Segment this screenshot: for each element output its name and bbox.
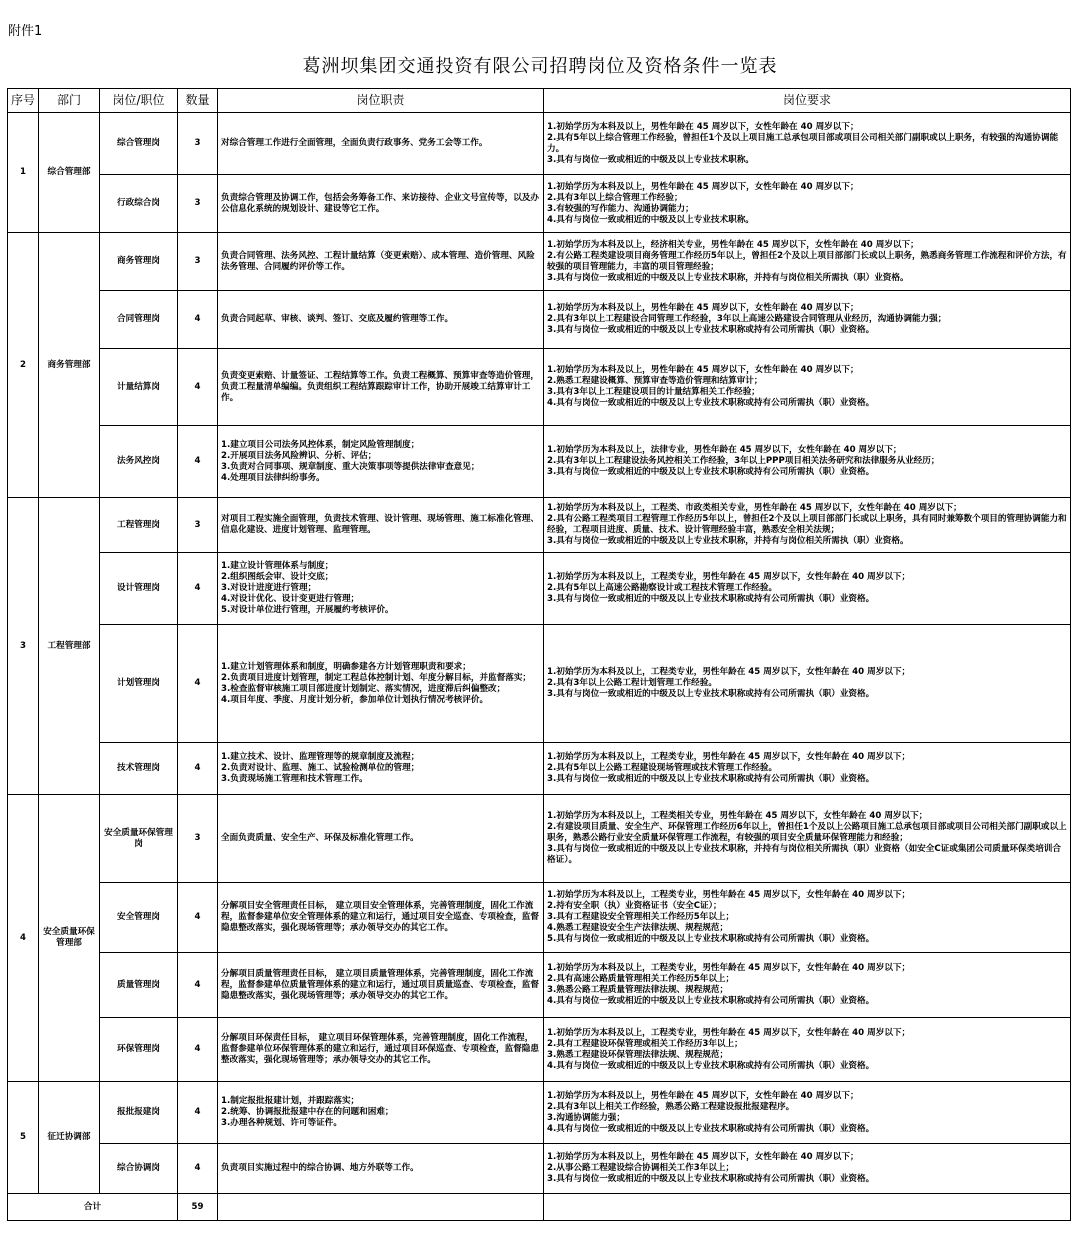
table-row [8,291,1071,349]
requirement-line: 2.具有5年以上公路工程建设现场管理或技术管理工作经验。 [547,763,778,773]
table-row [8,233,1071,291]
position-requirements [544,175,1071,233]
total-row [8,1194,1071,1221]
dept-number: 4 [8,795,39,1082]
position-requirements [544,1144,1071,1194]
requirement-line: 3.熟悉公路工程质量管理法律法规、规程规范； [547,985,729,995]
requirement-line: 1.初始学历为本科及以上，经济相关专业，男性年龄在 45 周岁以下，女性年龄在 40 周岁以下； [547,239,919,250]
requirement-line: 4.具有与岗位一致或相近的中级及以上专业技术职称或持有公司所需执（职）业资格。 [547,1123,875,1134]
requirement-line: 2.具有3年以上综合管理工作经验； [547,192,683,203]
requirement-line: 3.沟通协调能力强； [547,1112,625,1123]
header-requirements: 岗位要求 [544,89,1071,113]
position-duties [218,498,544,553]
page-title: 葛洲坝集团交通投资有限公司招聘岗位及资格条件一览表 [302,56,778,77]
duty-line: 2.组织图纸会审、设计交底； [221,572,334,582]
position-requirements [544,743,1071,795]
header-row [8,89,1071,113]
position-requirements [544,625,1071,743]
position-requirements [544,113,1071,175]
position-title: 工程管理岗 [100,498,178,553]
dept-number: 1 [8,113,39,233]
position-requirements [544,349,1071,426]
table-row [8,553,1071,625]
position-title: 综合管理岗 [100,113,178,175]
position-title: 设计管理岗 [100,553,178,625]
position-requirements [544,426,1071,498]
requirement-line: 2.具有3年以上公路工程计划管理工作经验。 [547,678,717,688]
dept-number: 3 [8,498,39,795]
position-count: 4 [178,625,218,743]
requirement-line: 2.熟悉工程建设概算、预算审查等造价管理和结算审计； [547,376,763,386]
duty-line: 负责合同起草、审核、谈判、签订、交底及履约管理等工作。 [221,314,454,324]
requirement-line: 1.初始学历为本科及以上，工程类专业，男性年龄在 45 周岁以下，女性年龄在 40 周岁以下； [547,1027,911,1038]
position-title: 质量管理岗 [100,953,178,1018]
position-duties [218,175,544,233]
requirement-line: 2.具有高速公路质量管理相关工作经历5年以上； [547,974,735,984]
position-count: 4 [178,1144,218,1194]
requirement-line: 3.具有与岗位一致或相近的中级及以上专业技术职称，并持有与岗位相关所需执（职）业资格。 [547,536,909,546]
position-title: 安全管理岗 [100,883,178,953]
table-row [8,1018,1071,1082]
position-duties [218,625,544,743]
position-requirements [544,953,1071,1018]
position-duties [218,233,544,291]
empty-cell [218,1194,544,1221]
table-row [8,883,1071,953]
position-title: 安全质量环保管理岗 [100,795,178,883]
empty-cell [544,1194,1071,1221]
position-count: 4 [178,426,218,498]
position-duties [218,553,544,625]
dept-name: 商务管理部 [39,233,100,498]
dept-number: 5 [8,1082,39,1194]
requirement-line: 2.持有安全职（执）业资格证书（安全C证）； [547,901,722,911]
position-count: 3 [178,233,218,291]
position-title: 计量结算岗 [100,349,178,426]
requirement-line: 2.从事公路工程建设综合协调相关工作3年以上； [547,1163,735,1173]
position-title: 法务风控岗 [100,426,178,498]
duty-line: 负责项目实施过程中的综合协调、地方外联等工作。 [221,1163,419,1173]
requirement-line: 3.具有与岗位一致或相近的中级及以上专业技术职称或持有公司所需执（职）业资格。 [547,594,875,604]
position-requirements [544,1018,1071,1082]
requirement-line: 1.初始学历为本科及以上，工程类、市政类相关专业，男性年龄在 45 周岁以下，女性年龄在 40 周岁以下； [547,503,962,513]
duty-line: 1.制定报批报建计划，并跟踪落实； [221,1096,360,1106]
requirement-line: 2.有公路工程类建设项目商务管理工作经历5年以上，曾担任2个及以上项目部部门长或以上职务，熟悉商务管理工作流程和评价方法，有较强的项目管理能力，丰富的项目管理经验； [547,250,1067,272]
header-no: 序号 [8,89,39,113]
position-title: 技术管理岗 [100,743,178,795]
table-row [8,175,1071,233]
requirement-line: 2.具有3年以上工程建设合同管理工作经验，3年以上高速公路建设合同管理从业经历，沟通协调能力强； [547,314,947,324]
requirement-line: 2.具有5年以上高速公路勘察设计或工程技术管理工作经验。 [547,583,778,593]
position-requirements [544,291,1071,349]
requirement-line: 4.具有与岗位一致或相近的中级及以上专业技术职称或持有公司所需执（职）业资格。 [547,1060,875,1071]
duty-line: 分解项目安全管理责任目标， 建立项目安全管理体系，完善管理制度，固化工作流程，监督参建单位安全管理体系的建立和运行，通过项目安全巡查、专项检查，监督隐患整改落实，强化现场管理等；承办领导交办的其它工作。 [221,901,539,933]
position-count: 3 [178,175,218,233]
total-label: 合计 [8,1194,178,1221]
requirement-line: 1.初始学历为本科及以上，工程类专业，男性年龄在 45 周岁以下，女性年龄在 40 周岁以下； [547,890,911,900]
position-requirements [544,1082,1071,1144]
position-duties [218,291,544,349]
duty-line: 对项目工程实施全面管理，负责技术管理、设计管理、现场管理、施工标准化管理、信息化建设、进度计划管理、监理管理。 [221,514,539,535]
requirement-line: 3.具有与岗位一致或相近的中级及以上专业技术职称或持有公司所需执（职）业资格。 [547,325,875,335]
duty-line: 1.建立项目公司法务风控体系，制定风险管理制度； [221,439,420,450]
recruitment-table [7,88,1071,1221]
duty-line: 分解项目质量管理责任目标， 建立项目质量管理体系，完善管理制度，固化工作流程，监督参建单位质量管理体系的建立和运行，通过项目质量巡查、专项检查，监督隐患整改落实，强化现场管理等；承办领导交办的其它工作。 [221,968,539,1001]
requirement-line: 3.熟悉工程建设环保管理法律法规、规程规范； [547,1049,729,1060]
table-row [8,113,1071,175]
requirement-line: 1.初始学历为本科及以上，男性年龄在 45 周岁以下，女性年龄在 40 周岁以下； [547,1090,859,1101]
position-title: 商务管理岗 [100,233,178,291]
position-duties [218,743,544,795]
requirement-line: 4.具有与岗位一致或相近的中级及以上专业技术职称。 [547,214,754,225]
requirement-line: 5.具有与岗位一致或相近的中级及以上专业技术职称或持有公司所需执（职）业资格。 [547,934,875,944]
position-count: 4 [178,953,218,1018]
requirement-line: 3.具有与岗位一致或相近的中级及以上专业技术职称。 [547,154,754,165]
position-requirements [544,883,1071,953]
requirement-line: 3.具有与岗位一致或相近的中级及以上专业技术职称或持有公司所需执（职）业资格。 [547,689,875,699]
position-duties [218,113,544,175]
duty-line: 4.对设计优化、设计变更进行管理； [221,594,360,604]
requirement-line: 1.初始学历为本科及以上，工程类专业，男性年龄在 45 周岁以下，女性年龄在 40 周岁以下； [547,963,911,973]
duty-line: 负责综合管理及协调工作，包括会务筹备工作、来访接待、企业文号宣传等，以及办公信息化系统的规划设计、建设等它工作。 [221,192,539,214]
position-count: 4 [178,1082,218,1144]
position-duties [218,1144,544,1194]
position-duties [218,349,544,426]
total-count: 59 [178,1194,218,1221]
requirement-line: 1.初始学历为本科及以上，男性年龄在 45 周岁以下，女性年龄在 40 周岁以下； [547,303,859,313]
dept-name: 综合管理部 [39,113,100,233]
requirement-line: 4.具有与岗位一致或相近的中级及以上专业技术职称或持有公司所需执（职）业资格。 [547,398,875,408]
requirement-line: 3.具有与岗位一致或相近的中级及以上专业技术职称或持有公司所需执（职）业资格。 [547,774,875,784]
duty-line: 4.项目年度、季度、月度计划分析，参加单位计划执行情况考核评价。 [221,694,489,705]
duty-line: 分解项目环保责任目标， 建立项目环保管理体系，完善管理制度，固化工作流程，监督参建单位环保管理体系的建立和运行，通过项目环保巡查、专项检查，监督隐患整改落实，强化现场管理等；承办领导交办的其它工作。 [221,1033,539,1065]
position-title: 合同管理岗 [100,291,178,349]
table-row [8,1144,1071,1194]
position-count: 4 [178,743,218,795]
dept-name: 工程管理部 [39,498,100,795]
requirement-line: 3.具有3年以上工程建设项目的计量结算相关工作经验； [547,387,760,397]
duty-line: 5.对设计单位进行管理，开展履约考核评价。 [221,605,394,615]
dept-name: 安全质量环保管理部 [39,795,100,1082]
duty-line: 负责合同管理、法务风控、工程计量结算（变更索赔）、成本管理、造价管理、风险法务管理、合同履约评价等工作。 [221,250,535,272]
attachment-label: 附件1 [8,24,43,39]
duty-line: 4.处理项目法律纠纷事务。 [221,472,325,483]
dept-name: 征迁协调部 [39,1082,100,1194]
requirement-line: 3.具有与岗位一致或相近的中级及以上专业技术职称或持有公司所需执（职）业资格。 [547,467,875,477]
position-duties [218,795,544,883]
requirement-line: 4.熟悉工程建设安全生产法律法规、规程规范； [547,923,729,933]
duty-line: 2.负责项目进度计划管理，制定工程总体控制计划、年度分解目标，并监督落实； [221,672,532,683]
duty-line: 2.负责对设计、监理、施工、试验检测单位的管理； [221,763,420,773]
dept-number: 2 [8,233,39,498]
duty-line: 1.建立设计管理体系与制度； [221,561,334,571]
duty-line: 对综合管理工作进行全面管理，全面负责行政事务、党务工会等工作。 [221,138,488,148]
requirement-line: 1.初始学历为本科及以上，工程类专业，男性年龄在 45 周岁以下，女性年龄在 40 周岁以下； [547,752,911,762]
position-count: 4 [178,349,218,426]
requirement-line: 2.具有3年以上相关工作经验，熟悉公路工程建设报批报建程序。 [547,1101,795,1112]
position-count: 3 [178,498,218,553]
table-row [8,1082,1071,1144]
position-count: 4 [178,1018,218,1082]
requirement-line: 1.初始学历为本科及以上，工程类专业，男性年龄在 45 周岁以下，女性年龄在 40 周岁以下； [547,572,911,582]
requirement-line: 2.有建设项目质量、安全生产、环保管理工作经历6年以上，曾担任1个及以上公路项目施工总承包项目部或项目公司相关部门副职或以上职务，熟悉公路行业安全质量环保管理工作流程，有较强的项目安全质量环保管理能力和经验； [547,822,1067,843]
requirement-line: 2.具有工程建设环保管理或相关工作经历3年以上； [547,1038,743,1049]
position-duties [218,1082,544,1144]
requirement-line: 1.初始学历为本科及以上，男性年龄在 45 周岁以下，女性年龄在 40 周岁以下； [547,1152,859,1162]
position-count: 4 [178,553,218,625]
position-title: 计划管理岗 [100,625,178,743]
requirement-line: 3.有较强的写作能力、沟通协调能力； [547,203,694,214]
position-title: 综合协调岗 [100,1144,178,1194]
position-title: 行政综合岗 [100,175,178,233]
requirement-line: 1.初始学历为本科及以上，男性年龄在 45 周岁以下，女性年龄在 40 周岁以下； [547,121,859,132]
requirement-line: 3.具有与岗位一致或相近的中级及以上专业技术职称，并持有与岗位相关所需执（职）业资格（如安全C证或集团公司质量环保类培训合格证）。 [547,844,1061,865]
duty-line: 1.建立技术、设计、监理管理等的规章制度及流程； [221,752,420,762]
header-dept: 部门 [39,89,100,113]
position-duties [218,953,544,1018]
header-position: 岗位/职位 [100,89,178,113]
duty-line: 3.检查监督审核施工项目部进度计划制定、落实情况，进度滞后纠偏整改； [221,683,506,694]
requirement-line: 3.具有与岗位一致或相近的中级及以上专业技术职称，并持有与岗位相关所需执（职）业资格。 [547,272,909,283]
position-title: 报批报建岗 [100,1082,178,1144]
table-row [8,743,1071,795]
duty-line: 负责变更索赔、计量签证、工程结算等工作。负责工程概算、预算审查等造价管理，负责工程量清单编编。负责组织工程结算跟踪审计工作，协助开展竣工结算审计工作。 [221,370,539,403]
duty-line: 2.统筹、协调报批报建中存在的问题和困难； [221,1107,394,1117]
requirement-line: 1.初始学历为本科及以上，男性年龄在 45 周岁以下，女性年龄在 40 周岁以下； [547,181,859,192]
duty-line: 3.办理各种规划、许可等证件。 [221,1118,342,1128]
position-requirements [544,795,1071,883]
requirement-line: 4.具有与岗位一致或相近的中级及以上专业技术职称或持有公司所需执（职）业资格。 [547,996,875,1006]
table-row [8,625,1071,743]
table-row [8,498,1071,553]
position-requirements [544,233,1071,291]
requirement-line: 1.初始学历为本科及以上，工程类相关专业，男性年龄在 45 周岁以下，女性年龄在 40 周岁以下； [547,811,928,821]
table-row [8,349,1071,426]
duty-line: 1.建立计划管理体系和制度，明确参建各方计划管理职责和要求； [221,661,471,672]
position-count: 3 [178,795,218,883]
position-count: 4 [178,291,218,349]
requirement-line: 2.具有公路工程类项目工程管理工作经历5年以上，曾担任2个及以上项目部部门长或以上职务，具有同时兼筹数个项目的管理协调能力和经验，工程项目进度、质量、技术、设计管理经验丰富，熟悉安全相关法规； [547,514,1067,535]
requirement-line: 2.具有5年以上综合管理工作经验，曾担任1个及以上项目施工总承包项目部或项目公司相关部门副职或以上职务，有较强的沟通协调能力。 [547,132,1059,154]
requirement-line: 1.初始学历为本科及以上，男性年龄在 45 周岁以下，女性年龄在 40 周岁以下； [547,365,859,375]
position-requirements [544,553,1071,625]
duty-line: 3.负责对合同事项、规章制度、重大决策事项等提供法律审查意见； [221,461,480,472]
table-row [8,953,1071,1018]
position-title: 环保管理岗 [100,1018,178,1082]
requirement-line: 1.初始学历为本科及以上，法律专业，男性年龄在 45 周岁以下，女性年龄在 40 周岁以下； [547,445,902,455]
requirement-line: 3.具有与岗位一致或相近的中级及以上专业技术职称或持有公司所需执（职）业资格。 [547,1174,875,1184]
position-count: 4 [178,883,218,953]
position-duties [218,426,544,498]
position-duties [218,883,544,953]
position-duties [218,1018,544,1082]
requirement-line: 3.具有工程建设安全管理相关工作经历5年以上； [547,912,735,922]
requirement-line: 2.具有3年以上工程建设法务风控相关工作经验，3年以上PPP项目相关法务研究和法律服务从业经历； [547,456,940,466]
table-row [8,795,1071,883]
duty-line: 3.对设计进度进行管理； [221,583,317,593]
header-count: 数量 [178,89,218,113]
duty-line: 全面负责质量、安全生产、环保及标准化管理工作。 [221,833,419,843]
header-duties: 岗位职责 [218,89,544,113]
position-count: 3 [178,113,218,175]
duty-line: 2.开展项目法务风险辨识、分析、评估； [221,450,377,461]
requirement-line: 1.初始学历为本科及以上，工程类专业，男性年龄在 45 周岁以下，女性年龄在 40 周岁以下； [547,667,911,677]
duty-line: 3.负责现场施工管理和技术管理工作。 [221,774,368,784]
position-requirements [544,498,1071,553]
table-row [8,426,1071,498]
